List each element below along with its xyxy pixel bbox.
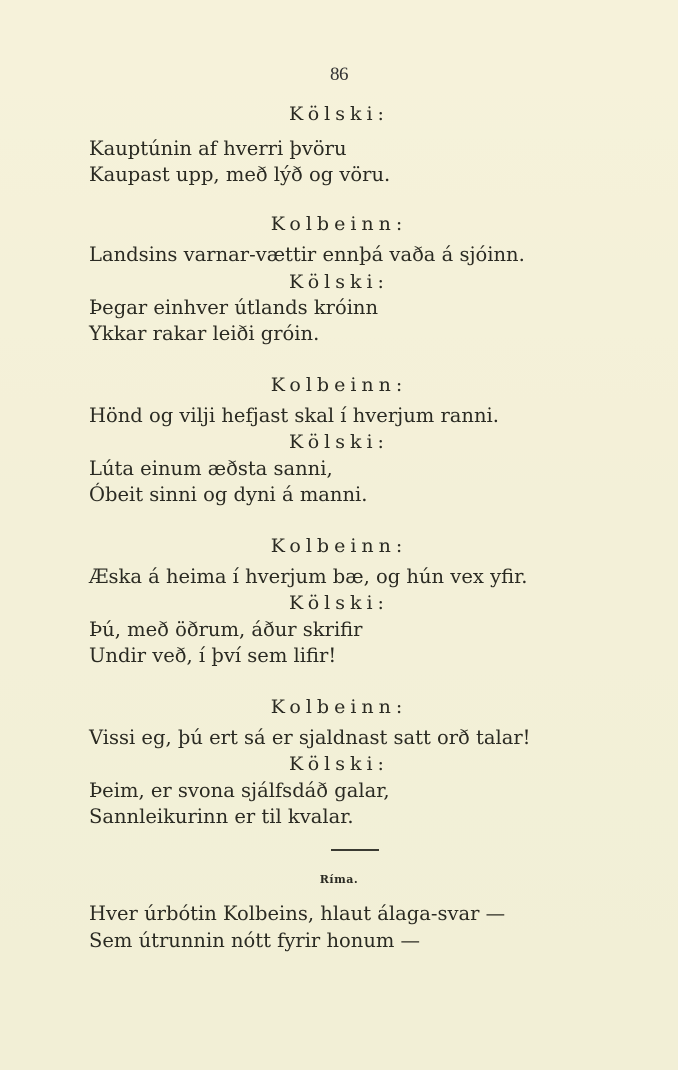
speaker-label: Kolbeinn: <box>270 535 408 557</box>
section-divider <box>331 849 379 851</box>
verse-line: Æska á heima í hverjum bæ, og hún vex yfir. <box>89 565 528 588</box>
section-title: Ríma. <box>319 873 359 886</box>
verse-line: Þegar einhver útlands króinn <box>89 296 379 319</box>
page-number: 86 <box>330 64 348 85</box>
verse-line: Ykkar rakar leiði gróin. <box>89 322 320 345</box>
verse-line: Landsins varnar-vættir ennþá vaða á sjóinn. <box>89 243 525 266</box>
speaker-label: Kolbeinn: <box>270 374 408 396</box>
verse-line: Undir veð, í því sem lifir! <box>89 644 337 667</box>
verse-line: Lúta einum æðsta sanni, <box>89 457 333 480</box>
speaker-label: Kölski: <box>289 271 389 293</box>
verse-line: Kaupast upp, með lýð og vöru. <box>89 163 391 186</box>
speaker-label: Kölski: <box>289 431 389 453</box>
verse-line: Sem útrunnin nótt fyrir honum — <box>89 929 421 952</box>
speaker-label: Kolbeinn: <box>270 696 408 718</box>
speaker-label: Kölski: <box>289 753 389 775</box>
verse-line: Óbeit sinni og dyni á manni. <box>89 483 368 506</box>
verse-line: Hönd og vilji hefjast skal í hverjum ranni. <box>89 404 499 427</box>
verse-line: Þú, með öðrum, áður skrifir <box>89 618 363 641</box>
speaker-label: Kölski: <box>289 592 389 614</box>
verse-line: Vissi eg, þú ert sá er sjaldnast satt orð talar! <box>89 726 531 749</box>
verse-line: Þeim, er svona sjálfsdáð galar, <box>89 779 390 802</box>
speaker-label: Kölski: <box>289 103 389 125</box>
speaker-label: Kolbeinn: <box>270 213 408 235</box>
verse-line: Hver úrbótin Kolbeins, hlaut álaga-svar — <box>89 902 506 925</box>
verse-line: Kauptúnin af hverri þvöru <box>89 137 347 160</box>
verse-line: Sannleikurinn er til kvalar. <box>89 805 354 828</box>
